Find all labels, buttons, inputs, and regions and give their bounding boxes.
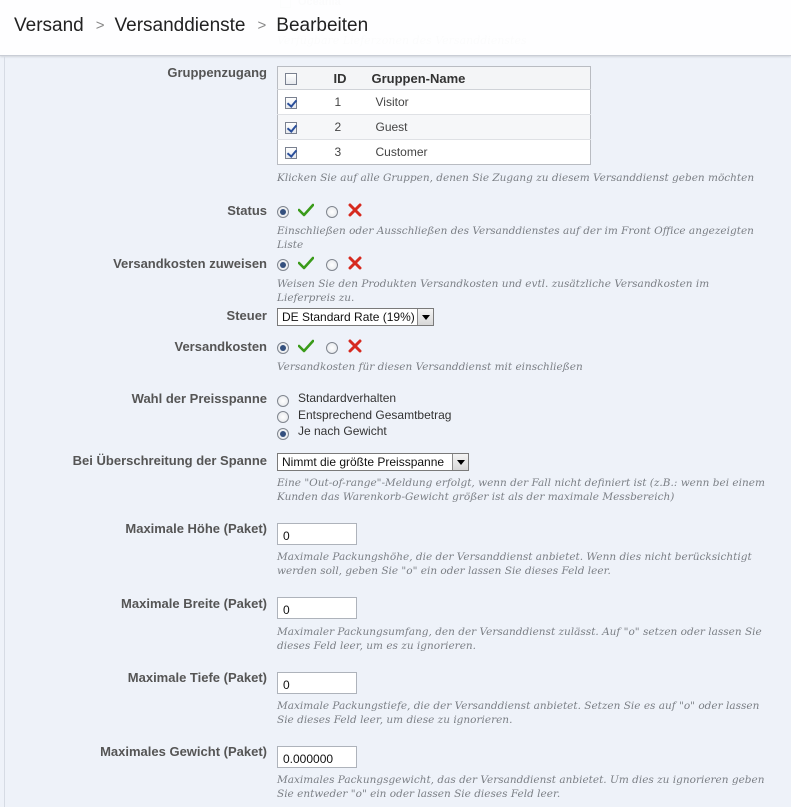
max-weight-input[interactable] — [277, 746, 357, 768]
out-of-range-label: Bei Überschreitung der Spanne — [72, 453, 267, 468]
group-name: Guest — [372, 115, 591, 140]
max-depth-help: Maximale Packungstiefe, die der Versanddienst anbietet. Setzen Sie es auf "o" oder lassen Sie dieses Feld leer, um diese zu ignorieren. — [277, 700, 760, 726]
tax-select[interactable] — [277, 308, 434, 326]
price-range-total-radio[interactable] — [277, 411, 289, 423]
assign-costs-no-radio[interactable] — [326, 259, 338, 271]
shipping-costs-help: Versandkosten für diesen Versanddienst mit einschließen — [277, 361, 583, 373]
chevron-right-icon: > — [257, 17, 267, 34]
group-name: Visitor — [372, 90, 591, 115]
group-checkbox-guest[interactable] — [285, 122, 297, 134]
table-row — [278, 115, 591, 140]
breadcrumb — [14, 15, 368, 37]
group-access-label: Gruppenzugang — [167, 65, 267, 80]
breadcrumb-item-versand[interactable]: Versand — [14, 15, 84, 36]
max-weight-label: Maximales Gewicht (Paket) — [100, 744, 267, 759]
tax-label: Steuer — [226, 308, 267, 323]
max-depth-input[interactable] — [277, 672, 357, 694]
max-height-help: Maximale Packungshöhe, die der Versanddienst anbietet. Wenn dies nicht berücksichtigt werden soll, geben Sie "o" ein oder lassen Sie dieses Feld leer. — [277, 551, 752, 577]
out-of-range-help: Eine "Out-of-range"-Meldung erfolgt, wenn der Fall nicht definiert ist (z.B.: wenn bei einem Kunden das Warenkorb-Gewicht größer ist als der maximale Messbereich) — [277, 477, 765, 503]
out-of-range-select[interactable] — [277, 453, 469, 471]
max-width-help: Maximaler Packungsumfang, den der Versanddienst zulässt. Auf "o" setzen oder lassen Sie dieses Feld leer, um es zu ignorieren. — [277, 626, 762, 652]
dropdown-arrow-icon[interactable] — [417, 309, 433, 325]
shipping-costs-yes-radio[interactable] — [277, 342, 289, 354]
breadcrumb-item-versanddienste[interactable]: Versanddienste — [114, 15, 246, 36]
price-range-option-label: Standardverhalten — [298, 391, 397, 405]
status-help: Einschließen oder Ausschließen des Versanddienstes auf der im Front Office angezeigten Liste — [277, 225, 754, 251]
carrier-form — [4, 56, 791, 807]
chevron-right-icon: > — [95, 17, 105, 34]
assign-costs-help: Weisen Sie den Produkten Versandkosten und evtl. zusätzliche Versandkosten im Lieferpreis zu. — [277, 278, 710, 304]
group-access-help: Klicken Sie auf alle Gruppen, denen Sie Zugang zu diesem Versanddienst geben möchten — [277, 172, 755, 184]
cross-icon — [348, 203, 362, 217]
max-width-label: Maximale Breite (Paket) — [121, 596, 267, 611]
price-range-option-label: Je nach Gewicht — [298, 424, 387, 438]
group-checkbox-visitor[interactable] — [285, 97, 297, 109]
group-id: 3 — [318, 140, 372, 165]
check-icon — [298, 339, 314, 353]
out-of-range-select-value: Nimmt die größte Preisspanne — [282, 455, 445, 469]
column-header-group-name: Gruppen-Name — [372, 67, 591, 90]
group-table-header — [278, 67, 591, 90]
cross-icon — [348, 256, 362, 270]
breadcrumb-item-bearbeiten: Bearbeiten — [276, 15, 369, 36]
group-name: Customer — [372, 140, 591, 165]
column-header-id: ID — [318, 67, 372, 90]
group-checkbox-customer[interactable] — [285, 147, 297, 159]
check-icon — [298, 203, 314, 217]
price-range-standard-radio[interactable] — [277, 395, 289, 407]
status-yes-radio[interactable] — [277, 206, 289, 218]
shipping-costs-label: Versandkosten — [174, 339, 267, 354]
check-icon — [298, 256, 314, 270]
price-range-weight-radio[interactable] — [277, 428, 289, 440]
shipping-costs-no-radio[interactable] — [326, 342, 338, 354]
page-header — [0, 0, 791, 56]
max-weight-help: Maximales Packungsgewicht, das der Versanddienst anbietet. Um dies zu ignorieren geben Sie entweder "o" ein oder lassen Sie dieses Feld leer. — [277, 774, 765, 800]
max-height-label: Maximale Höhe (Paket) — [125, 521, 267, 536]
group-id: 1 — [318, 90, 372, 115]
max-height-input[interactable] — [277, 523, 357, 545]
tax-select-value: DE Standard Rate (19%) — [282, 310, 415, 324]
price-range-option-label: Entsprechend Gesamtbetrag — [298, 408, 452, 422]
select-all-groups-checkbox[interactable] — [285, 73, 297, 85]
group-access-table — [277, 66, 591, 165]
status-label: Status — [227, 203, 267, 218]
price-range-label: Wahl der Preisspanne — [131, 391, 267, 406]
max-depth-label: Maximale Tiefe (Paket) — [127, 670, 267, 685]
table-row — [278, 140, 591, 165]
max-width-input[interactable] — [277, 597, 357, 619]
status-no-radio[interactable] — [326, 206, 338, 218]
assign-costs-yes-radio[interactable] — [277, 259, 289, 271]
assign-costs-label: Versandkosten zuweisen — [113, 256, 267, 271]
group-id: 2 — [318, 115, 372, 140]
cross-icon — [348, 339, 362, 353]
table-row — [278, 90, 591, 115]
dropdown-arrow-icon[interactable] — [452, 454, 468, 470]
